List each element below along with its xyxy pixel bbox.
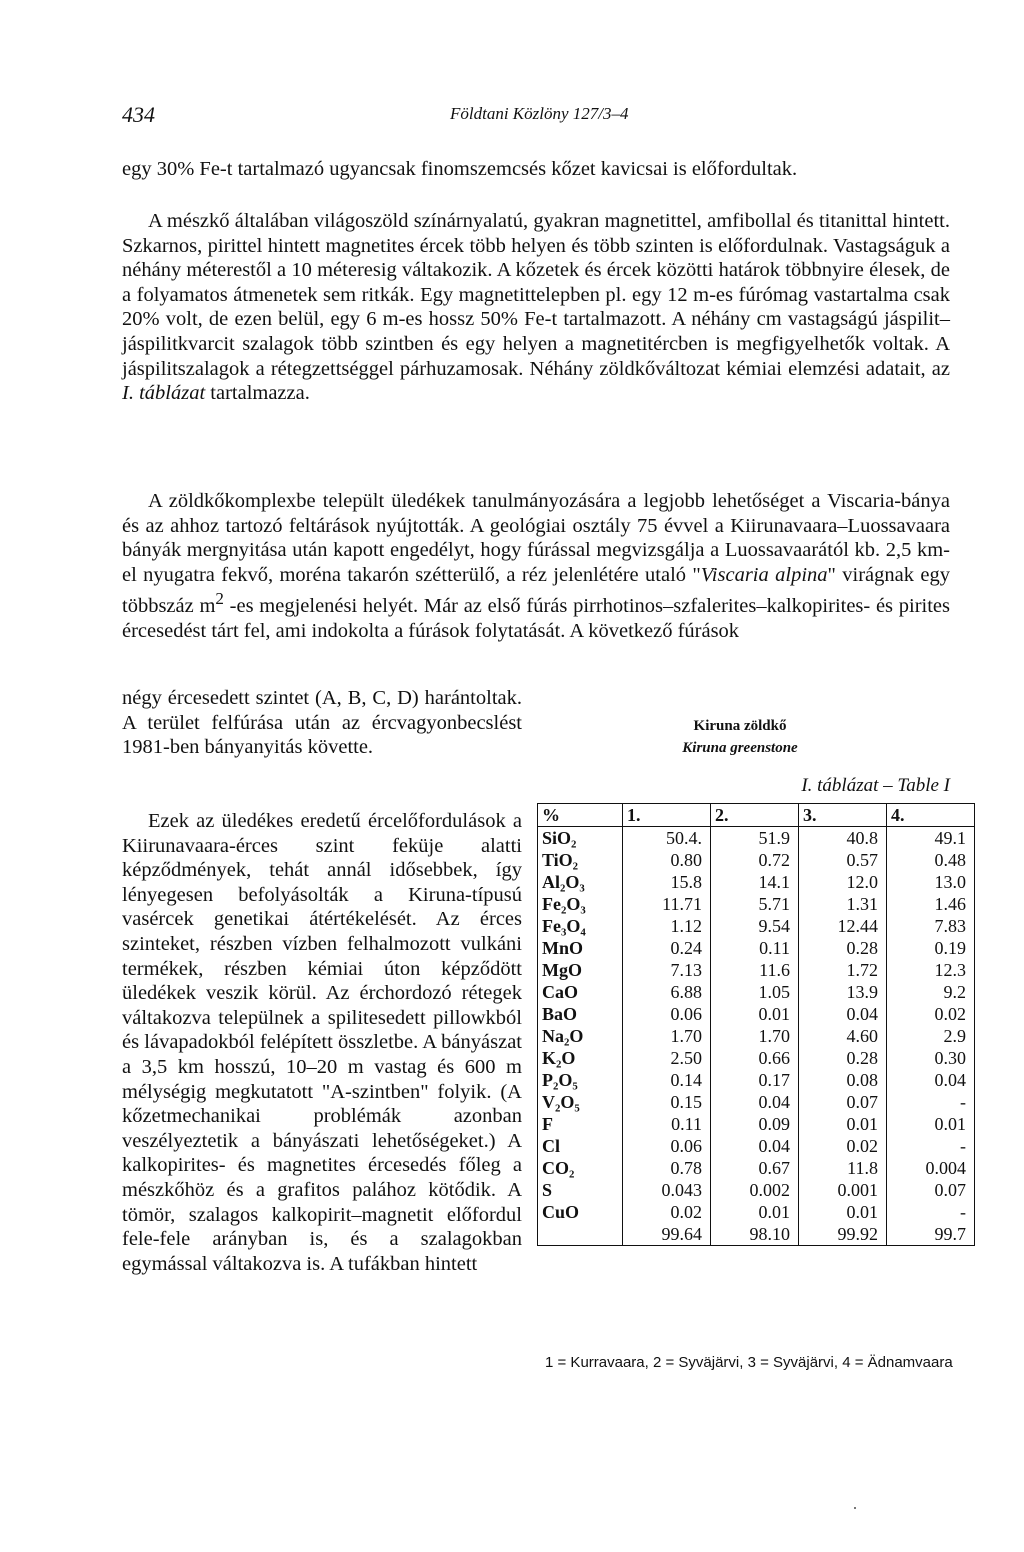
value-cell: 0.28 [799,937,887,959]
value-cell: 0.15 [623,1091,711,1113]
paragraph-3-end: -es megjelenési helyét. Már az első fúrás pirrhotinos–szfalerites–kalkopirites- és pirites ércesedést tárt fel, ami indokolta a fúrások folytatását. A következő fúrások [122,595,950,642]
superscript: 2 [215,589,224,609]
value-cell: 1.72 [799,959,887,981]
oxide-cell [538,1223,623,1246]
value-cell: 12.0 [799,871,887,893]
value-cell: 0.17 [711,1069,799,1091]
table-row [538,1025,975,1047]
table-header-row [538,804,975,827]
value-cell: 51.9 [711,827,799,850]
value-cell: 0.06 [623,1135,711,1157]
oxide-cell: CO₂ [538,1157,623,1179]
paragraph-1: egy 30% Fe-t tartalmazó ugyancsak finomszemcsés kőzet kavicsai is előfordultak. [122,158,798,180]
value-cell: 0.02 [887,1003,975,1025]
value-cell: 0.06 [623,1003,711,1025]
page-number: 434 [122,102,155,127]
header-cell: 4. [887,804,975,827]
value-cell: 0.14 [623,1069,711,1091]
value-cell: 0.01 [799,1113,887,1135]
oxide-cell: Na₂O [538,1025,623,1047]
value-cell: 0.002 [711,1179,799,1201]
header-cell: 3. [799,804,887,827]
value-cell: 1.05 [711,981,799,1003]
value-cell: 0.01 [711,1201,799,1223]
paragraph-3-continued: négy ércesedett szintet (A, B, C, D) harántoltak. A terület felfúrása után az ércvagyonbecslést 1981-ben bányanyitás követte. [122,687,522,759]
oxide-cell: SiO₂ [538,827,623,850]
oxide-cell: S [538,1179,623,1201]
value-cell: 0.07 [799,1091,887,1113]
value-cell: 0.004 [887,1157,975,1179]
value-cell: 0.01 [799,1201,887,1223]
value-cell: 0.30 [887,1047,975,1069]
table-row [538,937,975,959]
table-row [538,1223,975,1246]
header-cell: 2. [711,804,799,827]
header-cell: 1. [623,804,711,827]
speck [854,1507,856,1509]
value-cell: 14.1 [711,871,799,893]
oxide-cell: CaO [538,981,623,1003]
oxide-cell: P₂O₅ [538,1069,623,1091]
value-cell: 0.043 [623,1179,711,1201]
value-cell: 0.11 [711,937,799,959]
value-cell: 2.50 [623,1047,711,1069]
table-row [538,915,975,937]
value-cell: 0.01 [887,1113,975,1135]
table-row [538,1135,975,1157]
value-cell: 1.31 [799,893,887,915]
header-cell: % [538,804,623,827]
oxide-cell: Fe₃O₄ [538,915,623,937]
value-cell: 99.64 [623,1223,711,1246]
value-cell: 0.02 [623,1201,711,1223]
value-cell: 99.7 [887,1223,975,1246]
table-body [538,827,975,1246]
value-cell: 0.11 [623,1113,711,1135]
paragraph-3 [122,489,950,643]
oxide-cell: BaO [538,1003,623,1025]
table-label: I. táblázat – Table I [801,775,950,796]
table-row [538,871,975,893]
page-header [122,102,950,136]
oxide-cell: K₂O [538,1047,623,1069]
value-cell: 11.71 [623,893,711,915]
value-cell: 0.04 [887,1069,975,1091]
value-cell: - [887,1091,975,1113]
value-cell: 1.70 [711,1025,799,1047]
value-cell: 40.8 [799,827,887,850]
oxide-cell: TiO₂ [538,849,623,871]
value-cell: 13.0 [887,871,975,893]
value-cell: 1.12 [623,915,711,937]
table-row [538,1201,975,1223]
value-cell: 0.08 [799,1069,887,1091]
table-row [538,1157,975,1179]
value-cell: 0.19 [887,937,975,959]
oxide-cell: CuO [538,1201,623,1223]
table-subtitle: Kiruna greenstone [682,740,798,756]
paragraph-3-body: A zöldkőkomplexbe települt üledékek tanulmányozására a legjobb lehetőséget a Viscaria-bánya és az ahhoz tartozó feltárások nyújtották. A geológiai osztály 75 évvel a Kiirunavaara–Luossavaara bányák mergnyitása után kapott engedélyt, hogy fúrással megvizsgálja a Luossavaarától kb. 2,5 km-el nyugatra fekvő, moréna takarón szétterülő, a réz jelenlétére utaló " [122,490,950,586]
value-cell: 13.9 [799,981,887,1003]
value-cell: 5.71 [711,893,799,915]
value-cell: 0.67 [711,1157,799,1179]
oxide-cell: V₂O₅ [538,1091,623,1113]
value-cell: 0.04 [711,1135,799,1157]
value-cell: 12.44 [799,915,887,937]
value-cell: 15.8 [623,871,711,893]
table-row [538,827,975,850]
value-cell: 0.48 [887,849,975,871]
table-row [538,1069,975,1091]
table-footnote: 1 = Kurravaara, 2 = Syväjärvi, 3 = Syväjärvi, 4 = Ädnamvaara [545,1354,953,1371]
value-cell: 0.72 [711,849,799,871]
value-cell: 0.04 [799,1003,887,1025]
table-row [538,959,975,981]
value-cell: - [887,1135,975,1157]
table-row [538,1003,975,1025]
value-cell: 9.54 [711,915,799,937]
value-cell: 0.02 [799,1135,887,1157]
paragraph-3-italic: Viscaria alpina [700,563,828,586]
oxide-cell: Fe₂O₃ [538,893,623,915]
value-cell: 0.66 [711,1047,799,1069]
table-row [538,893,975,915]
value-cell: 6.88 [623,981,711,1003]
value-cell: 0.001 [799,1179,887,1201]
paragraph-3-mid: " virágnak egy többszáz m [122,563,950,618]
value-cell: 4.60 [799,1025,887,1047]
value-cell: 0.24 [623,937,711,959]
value-cell: 0.04 [711,1091,799,1113]
value-cell: 2.9 [887,1025,975,1047]
value-cell: - [887,1201,975,1223]
paragraph-2-end: tartalmazza. [210,382,310,405]
paragraph-4: Ezek az üledékes eredetű ércelőfordulások a Kiirunavaara-érces szint feküje alatti képződmények, tehát annál idősebbek, így lényegesen befolyásolták a Kiruna-típusú vasércek genetikai átértékelését. Az érces szinteket, részben vízben felhalmozott vulkáni termékek, részben kémiai úton képződött üledékek veszik körül. Az érchordozó rétegek váltakozva települnek a spilitesedett pillowkból és lávapadokból felépített összletbe. A bányászat a 3,5 km hosszú, 10–20 m vastag és 600 m mélységig megkutatott "A-szintben" folyik. (A kőzetmechanikai problémák azonban veszélyeztetik a bányászati lehetőségeket.) A kalkopirites- és magnetites ércesedés főleg a mészkőhöz és a grafitos palához kötődik. A tömör, szalagos kalkopirit–magnetit előfordul fele-fele arányban is, és a szalagokban egymással váltakozva is. A tufákban hintett [122,810,522,1275]
paragraph-2-body: A mészkő általában világoszöld színárnyalatú, gyakran magnetittel, amfibollal és titanittal hintett. Szkarnos, pirittel hintett magnetites ércek több helyen és több szinten is előfordulnak. Vastagságuk a néhány méterestől a 10 méteresig váltakozik. A kőzetek és ércek közötti határok többnyire élesek, de a folyamatos átmenetek sem ritkák. Egy magnetittelepben pl. egy 12 m-es fúrómag vastartalma csak 20% volt, de ezen belül, egy 6 m-es hossz 50% Fe-t tartalmazott. A néhány cm vastagságú jáspilit–jáspilitkvarcit szalagok több szintben és egy helyen a magnetitércben is megfigyelhetők voltak. A jáspilitszalagok a rétegzettséggel párhuzamosak. Néhány zöldkőváltozat kémiai elemzési adatait, az [122,210,950,380]
value-cell: 1.70 [623,1025,711,1047]
paragraph-2 [122,209,950,406]
table-row [538,981,975,1003]
value-cell: 49.1 [887,827,975,850]
value-cell: 50.4. [623,827,711,850]
value-cell: 0.80 [623,849,711,871]
oxide-cell: Al₂O₃ [538,871,623,893]
value-cell: 99.92 [799,1223,887,1246]
value-cell: 0.07 [887,1179,975,1201]
table-row [538,849,975,871]
value-cell: 11.8 [799,1157,887,1179]
oxide-cell: MnO [538,937,623,959]
value-cell: 11.6 [711,959,799,981]
table-row [538,1179,975,1201]
table-row [538,1113,975,1135]
oxide-cell: Cl [538,1135,623,1157]
value-cell: 12.3 [887,959,975,981]
value-cell: 0.78 [623,1157,711,1179]
oxide-cell: MgO [538,959,623,981]
chemical-analysis-table [537,803,975,1246]
value-cell: 7.83 [887,915,975,937]
oxide-cell: F [538,1113,623,1135]
value-cell: 0.01 [711,1003,799,1025]
table-row [538,1047,975,1069]
table-title: Kiruna zöldkő [693,718,787,734]
value-cell: 7.13 [623,959,711,981]
value-cell: 9.2 [887,981,975,1003]
journal-title: Földtani Közlöny 127/3–4 [450,104,629,123]
table-row [538,1091,975,1113]
value-cell: 0.09 [711,1113,799,1135]
value-cell: 1.46 [887,893,975,915]
value-cell: 0.57 [799,849,887,871]
value-cell: 0.28 [799,1047,887,1069]
value-cell: 98.10 [711,1223,799,1246]
table-reference: I. táblázat [122,382,206,405]
